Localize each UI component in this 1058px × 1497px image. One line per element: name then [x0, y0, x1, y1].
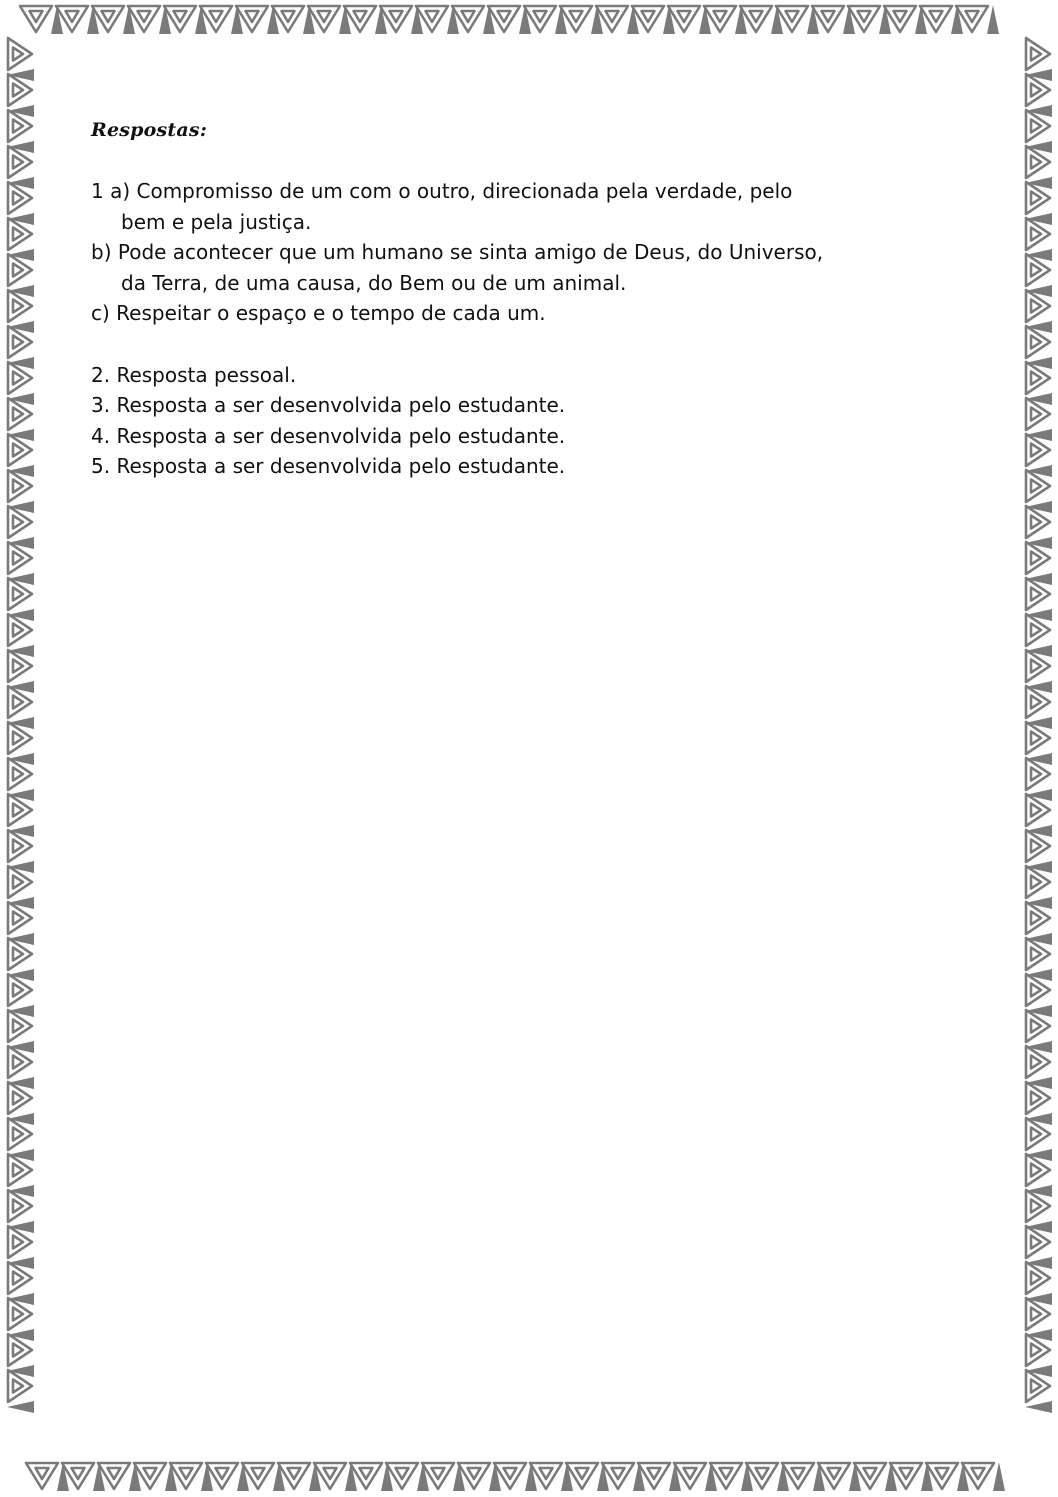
border-triangle-icon [1031, 1128, 1041, 1141]
border-triangle-icon [13, 840, 23, 853]
border-triangle-icon [1031, 300, 1041, 313]
border-triangle-icon [1031, 768, 1041, 781]
border-triangle-icon [13, 156, 23, 169]
border-triangle-icon [1031, 336, 1041, 349]
answer-1c-line-1: c) Respeitar o espaço e o tempo de cada um. [91, 301, 546, 325]
border-triangle-icon [1031, 804, 1041, 817]
border-triangle-icon [792, 1468, 805, 1479]
border-triangle-icon [1031, 912, 1041, 925]
border-triangle-icon [13, 624, 23, 637]
border-triangle-icon [1031, 1272, 1041, 1285]
border-triangle-icon [210, 11, 223, 22]
border-triangle-icon [36, 1468, 49, 1479]
border-triangle-icon [642, 11, 655, 22]
border-triangle-icon [1031, 660, 1041, 673]
border-triangle-icon [678, 11, 691, 22]
border-triangle-icon [504, 1468, 517, 1479]
answer-3: 3. Resposta a ser desenvolvida pelo estudante. [91, 393, 566, 417]
border-triangle-icon [576, 1468, 589, 1479]
border-triangle-icon [13, 120, 23, 133]
border-triangle-icon [1031, 192, 1041, 205]
spacer [91, 148, 951, 176]
border-triangle-icon [13, 516, 23, 529]
border-triangle-icon [13, 1344, 23, 1357]
border-triangle-icon [390, 11, 403, 22]
border-triangle-icon [1031, 1344, 1041, 1357]
border-triangle-icon [13, 1200, 23, 1213]
border-triangle-icon [13, 1308, 23, 1321]
border-triangle-icon [13, 192, 23, 205]
border-triangle-icon [108, 1468, 121, 1479]
border-triangle-icon [13, 1236, 23, 1249]
border-triangle-icon [756, 1468, 769, 1479]
answer-2: 2. Resposta pessoal. [91, 362, 297, 387]
border-triangle-icon [714, 11, 727, 22]
border-triangle-icon [606, 11, 619, 22]
answer-1b-line-1: b) Pode acontecer que um humano se sinta amigo de Deus, do Universo, [91, 240, 824, 264]
border-triangle-icon [318, 11, 331, 22]
border-triangle-icon [498, 11, 511, 22]
border-triangle-icon [1031, 1092, 1041, 1105]
border-triangle-icon [13, 1092, 23, 1105]
border-triangle-icon [13, 804, 23, 817]
border-triangle-icon [30, 11, 43, 22]
border-triangle-icon [13, 660, 23, 673]
border-triangle-icon [1031, 444, 1041, 457]
border-triangle-icon [216, 1468, 229, 1479]
border-triangle-icon [354, 11, 367, 22]
border-triangle-icon [288, 1468, 301, 1479]
border-triangle-icon [13, 444, 23, 457]
answer-1a-line-2: bem e pela justiça. [121, 209, 312, 234]
border-triangle-icon [1031, 876, 1041, 889]
answer-4: 4. Resposta a ser desenvolvida pelo estudante. [91, 423, 566, 448]
border-triangle-icon [13, 552, 23, 565]
border-triangle-icon [1031, 948, 1041, 961]
border-triangle-icon [786, 11, 799, 22]
border-triangle-icon [13, 480, 23, 493]
border-triangle-icon [102, 11, 115, 22]
border-triangle-icon [13, 300, 23, 313]
border-triangle-icon [1031, 156, 1041, 169]
border-triangle-icon [468, 1468, 481, 1479]
border-triangle-icon [1031, 1056, 1041, 1069]
border-triangle-icon [648, 1468, 661, 1479]
border-triangle-icon [987, 5, 999, 34]
border-triangle-icon [13, 1164, 23, 1177]
border-triangle-icon [930, 11, 943, 22]
border-triangle-icon [246, 11, 259, 22]
border-triangle-icon [966, 11, 979, 22]
border-triangle-icon [750, 11, 763, 22]
border-triangle-icon [1026, 38, 1050, 70]
border-triangle-icon [462, 11, 475, 22]
border-triangle-icon [972, 1468, 985, 1479]
border-triangle-icon [13, 1128, 23, 1141]
border-triangle-icon [1031, 624, 1041, 637]
border-triangle-icon [1031, 1380, 1041, 1393]
border-triangle-icon [936, 1468, 949, 1479]
border-triangle-icon [13, 696, 23, 709]
border-triangle-icon [1031, 1020, 1041, 1033]
border-triangle-icon [822, 11, 835, 22]
border-triangle-icon [1031, 984, 1041, 997]
border-triangle-icon [1031, 264, 1041, 277]
border-triangle-icon [1031, 732, 1041, 745]
border-triangle-icon [900, 1468, 913, 1479]
border-triangle-icon [858, 11, 871, 22]
border-triangle-icon [1031, 48, 1041, 61]
border-triangle-icon [1031, 1308, 1041, 1321]
answers-content [91, 112, 951, 482]
border-triangle-icon [13, 588, 23, 601]
border-triangle-icon [174, 11, 187, 22]
border-triangle-icon [13, 948, 23, 961]
border-triangle-icon [360, 1468, 373, 1479]
border-triangle-icon [1031, 228, 1041, 241]
border-triangle-icon [1031, 1200, 1041, 1213]
border-triangle-icon [828, 1468, 841, 1479]
border-triangle-icon [1025, 1401, 1052, 1413]
border-triangle-icon [72, 1468, 85, 1479]
border-triangle-icon [1031, 516, 1041, 529]
border-triangle-icon [144, 1468, 157, 1479]
border-triangle-icon [13, 732, 23, 745]
border-triangle-icon [13, 336, 23, 349]
border-triangle-icon [1031, 408, 1041, 421]
answer-1b-line-2: da Terra, de uma causa, do Bem ou de um animal. [121, 270, 627, 295]
border-triangle-icon [1031, 840, 1041, 853]
answer-5: 5. Resposta a ser desenvolvida pelo estudante. [91, 454, 566, 478]
border-triangle-icon [720, 1468, 733, 1479]
page-heading: Respostas: [91, 119, 208, 141]
border-triangle-icon [138, 11, 151, 22]
border-triangle-icon [13, 228, 23, 241]
border-triangle-icon [13, 84, 23, 97]
border-triangle-icon [13, 876, 23, 889]
border-triangle-icon [612, 1468, 625, 1479]
answer-1a-line-1: 1 a) Compromisso de um com o outro, direcionada pela verdade, pelo [91, 179, 793, 203]
border-triangle-icon [396, 1468, 409, 1479]
border-triangle-icon [180, 1468, 193, 1479]
border-triangle-icon [13, 1020, 23, 1033]
border-triangle-icon [13, 408, 23, 421]
border-triangle-icon [426, 11, 439, 22]
border-triangle-icon [570, 11, 583, 22]
border-triangle-icon [13, 912, 23, 925]
border-triangle-icon [282, 11, 295, 22]
border-triangle-icon [13, 1380, 23, 1393]
border-triangle-icon [1031, 696, 1041, 709]
border-triangle-icon [684, 1468, 697, 1479]
border-triangle-icon [993, 1462, 1005, 1491]
border-triangle-icon [1031, 588, 1041, 601]
border-triangle-icon [13, 768, 23, 781]
border-triangle-icon [1031, 1236, 1041, 1249]
border-triangle-icon [13, 372, 23, 385]
spacer [91, 329, 951, 360]
border-triangle-icon [894, 11, 907, 22]
border-triangle-icon [13, 984, 23, 997]
border-triangle-icon [7, 1401, 34, 1413]
border-triangle-icon [432, 1468, 445, 1479]
border-triangle-icon [13, 264, 23, 277]
border-triangle-icon [66, 11, 79, 22]
border-triangle-icon [13, 1272, 23, 1285]
border-triangle-icon [324, 1468, 337, 1479]
border-triangle-icon [1031, 84, 1041, 97]
border-triangle-icon [1031, 120, 1041, 133]
border-triangle-icon [13, 48, 23, 61]
border-triangle-icon [13, 1056, 23, 1069]
border-triangle-icon [1031, 372, 1041, 385]
border-triangle-icon [1031, 1164, 1041, 1177]
border-triangle-icon [8, 38, 32, 70]
border-triangle-icon [1031, 552, 1041, 565]
border-triangle-icon [1031, 480, 1041, 493]
border-triangle-icon [540, 1468, 553, 1479]
border-triangle-icon [864, 1468, 877, 1479]
border-triangle-icon [252, 1468, 265, 1479]
border-triangle-icon [534, 11, 547, 22]
